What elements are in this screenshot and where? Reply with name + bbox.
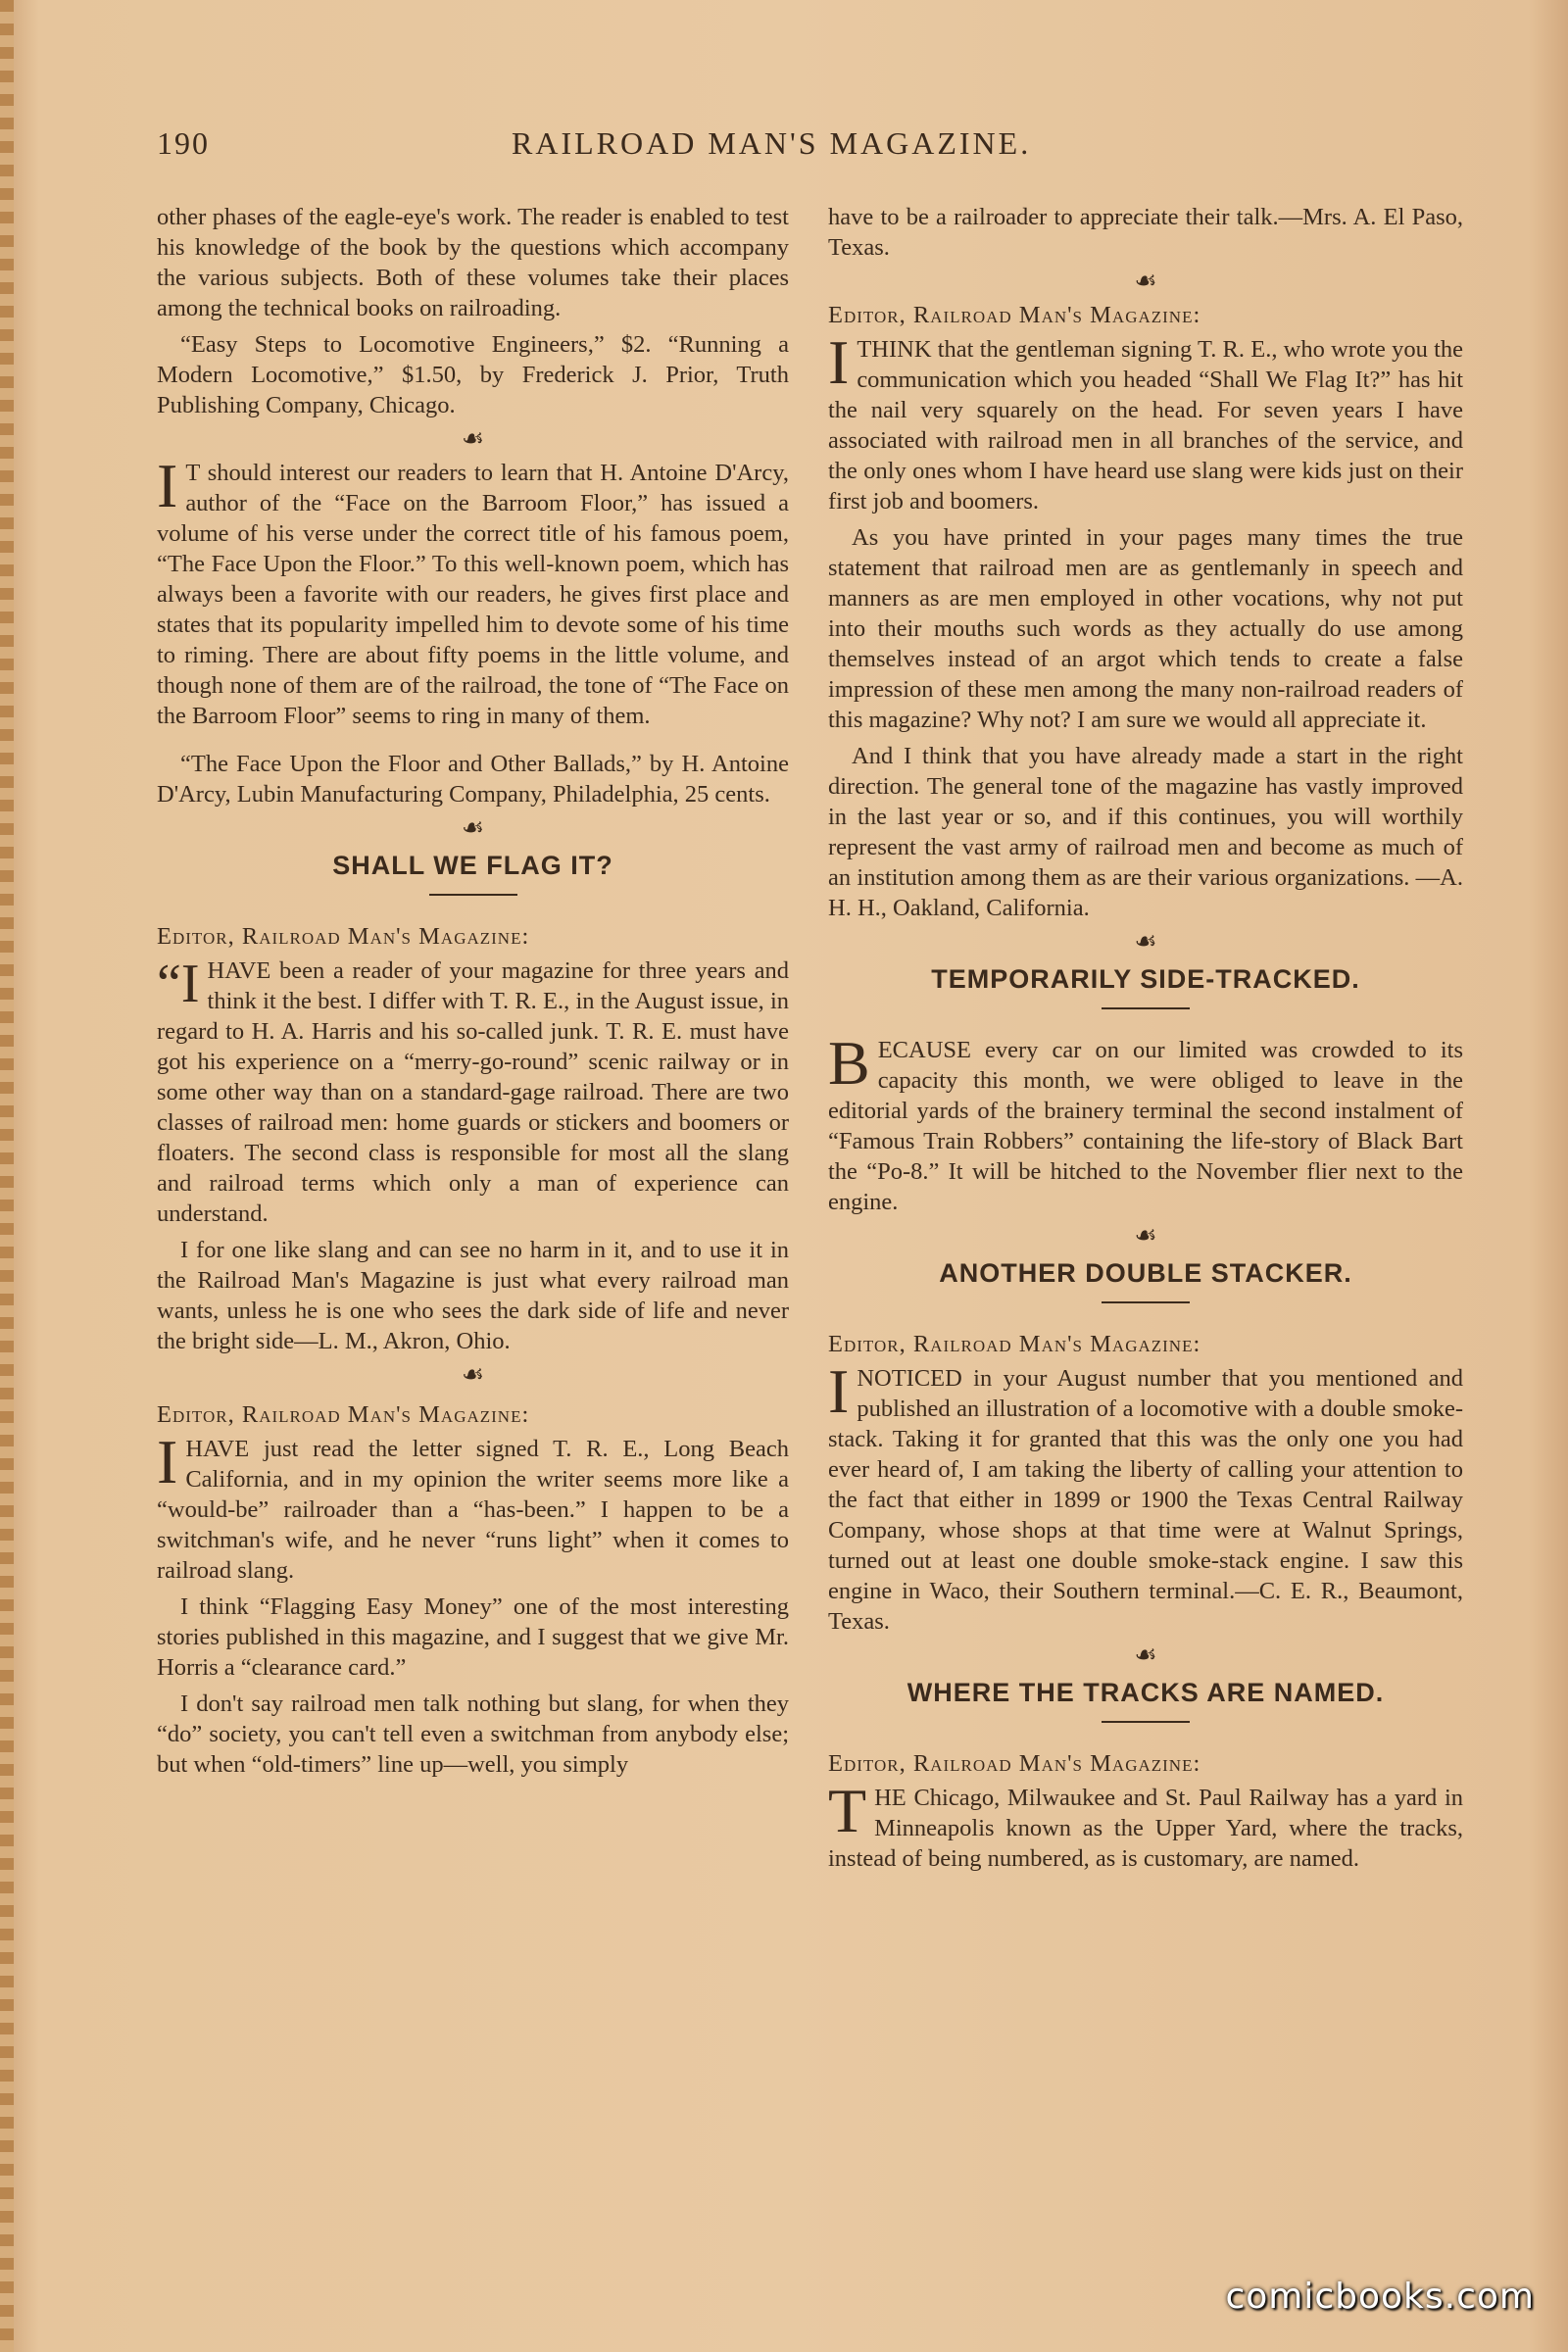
right-column: [828, 202, 1463, 2211]
magazine-title: RAILROAD MAN'S MAGAZINE.: [512, 125, 1032, 161]
ornament-icon: ☙: [461, 424, 485, 453]
drop-cap: I: [828, 1356, 850, 1426]
paragraph: I don't say railroad men talk nothing but slang, for when they “do” society, you can't tell even a switchman from anybody else; but when “old-timers” line up—well, you simply: [157, 1690, 789, 1778]
drop-cap: I: [828, 327, 850, 397]
paragraph: INOTICED in your August number that you mentioned and published an illustration of a locomotive with a double smoke-stack. Taking it for granted that this was the only one you had ever heard of, I am taking the liberty of calling your attention to the fact that either in 1899 or 1900 the Texas Central Railway Company, whose shops at that time were at Walnut Springs, turned out at least one double smoke-stack engine. I saw this engine in Waco, their Southern terminal.—C. E. R., Beaumont, Texas.: [828, 1356, 1463, 1635]
page-number: 190: [157, 125, 210, 161]
paragraph: “IHAVE been a reader of your magazine for three years and think it the best. I differ with T. R. E., in the August issue, in regard to H. A. Harris and his so-called junk. T. R. E. must have got his experience on a “merry-go-round” scenic railway or in some other way than on a standard-gage railroad. There are two classes of railroad men: home guards or stickers and boomers or floaters. The second class is responsible for most all the slang and railroad terms which only a man of experience can understand.: [157, 954, 789, 1227]
ornament-icon: ☙: [461, 813, 485, 842]
paragraph: I T should interest our readers to learn that H. Antoine D'Arcy, author of the “Face on the Barroom Floor,” has issued a volume of his verse under the correct title of his famous poem, “The Face Upon the Floor.” To this well-known poem, which has always been a favorite with our readers, he gives first place and states that its popularity impelled him to devote some of his time to riming. There are about fifty poems in the little volume, and though none of them are of the railroad, the tone of “The Face on the Barroom Floor” seems to ring in many of them.: [157, 451, 789, 729]
drop-cap: “I: [157, 954, 200, 1014]
ornament-icon: ☙: [1134, 1221, 1157, 1250]
paragraph: I think “Flagging Easy Money” one of the most interesting stories published in this magazine, and I suggest that we give Mr. Horris a “clearance card.”: [157, 1593, 789, 1681]
paragraph: “The Face Upon the Floor and Other Ballads,” by H. Antoine D'Arcy, Lubin Manufacturing Company, Philadelphia, 25 cents.: [157, 751, 789, 808]
ornament-icon: ☙: [1134, 1641, 1157, 1669]
ornament-icon: ☙: [1134, 267, 1157, 295]
editor-salutation: Editor, Railroad Man's Magazine:: [828, 1331, 1201, 1357]
paragraph: “Easy Steps to Locomotive Engineers,” $2. “Running a Modern Locomotive,” $1.50, by Frederick J. Prior, Truth Publishing Company, Chicago.: [157, 331, 789, 418]
article-headline: TEMPORARILY SIDE-TRACKED.: [931, 964, 1360, 994]
editor-salutation: Editor, Railroad Man's Magazine:: [157, 923, 530, 950]
editor-salutation: Editor, Railroad Man's Magazine:: [828, 302, 1201, 328]
left-column: [157, 202, 789, 2211]
editor-salutation: Editor, Railroad Man's Magazine:: [157, 1401, 530, 1428]
divider: [1102, 1721, 1190, 1723]
paragraph: other phases of the eagle-eye's work. The reader is enabled to test his knowledge of the book by the questions which accompany the various subjects. Both of these volumes take their places among the technical books on railroading.: [157, 204, 789, 321]
watermark: comicbooks.com: [1225, 2277, 1535, 2317]
paragraph: I for one like slang and can see no harm in it, and to use it in the Railroad Man's Magazine is just what every railroad man wants, unless he is one who sees the dark side of life and never the bright side—L. M., Akron, Ohio.: [157, 1237, 789, 1354]
drop-cap: I: [157, 451, 178, 520]
ornament-icon: ☙: [461, 1360, 485, 1389]
article-headline: WHERE THE TRACKS ARE NAMED.: [906, 1678, 1385, 1707]
article-headline: ANOTHER DOUBLE STACKER.: [939, 1258, 1352, 1288]
article-headline: SHALL WE FLAG IT?: [332, 851, 613, 880]
drop-cap: I: [157, 1427, 178, 1496]
paragraph: BECAUSE every car on our limited was crowded to its capacity this month, we were obliged to leave in the editorial yards of the brainery terminal the second instalment of “Famous Train Robbers” containing the life-story of Black Bart the “Po-8.” It will be hitched to the November flier next to the engine.: [828, 1028, 1463, 1215]
paragraph: IHAVE just read the letter signed T. R. E., Long Beach California, and in my opinion the writer seems more like a “would-be” railroader than a “has-been.” I happen to be a switchman's wife, and he never “runs light” when it comes to railroad slang.: [157, 1427, 789, 1584]
page-binding-edge: [0, 0, 14, 2352]
paragraph: And I think that you have already made a start in the right direction. The general tone of the magazine has vastly improved in the last year or so, and if this continues, you will worthily represent the vast army of railroad men and become as much of an institution among them as are their various organizations. —A. H. H., Oakland, California.: [828, 743, 1463, 921]
drop-cap: B: [828, 1028, 870, 1098]
ornament-icon: ☙: [1134, 927, 1157, 956]
divider: [429, 894, 517, 896]
divider: [1102, 1007, 1190, 1009]
paragraph: THE Chicago, Milwaukee and St. Paul Railway has a yard in Minneapolis known as the Upper Yard, where the tracks, instead of being numbered, as is customary, are named.: [828, 1776, 1463, 1872]
running-header: [157, 125, 1431, 174]
paragraph: have to be a railroader to appreciate their talk.—Mrs. A. El Paso, Texas.: [828, 204, 1463, 261]
divider: [1102, 1301, 1190, 1303]
editor-salutation: Editor, Railroad Man's Magazine:: [828, 1750, 1201, 1777]
paragraph: As you have printed in your pages many times the true statement that railroad men are as gentlemanly in speech and manners as are men employed in other vocations, why not put into their mouths such words as they actually do use among themselves instead of an argot which tends to create a false impression of these men among the many non-railroad readers of this magazine? Why not? I am sure we would all appreciate it.: [828, 524, 1463, 733]
paragraph: ITHINK that the gentleman signing T. R. E., who wrote you the communication which you headed “Shall We Flag It?” has hit the nail very squarely on the head. For seven years I have associated with railroad men in all branches of the service, and the only ones whom I have heard use slang were kids just on their first job and boomers.: [828, 327, 1463, 514]
drop-cap: T: [828, 1776, 867, 1845]
